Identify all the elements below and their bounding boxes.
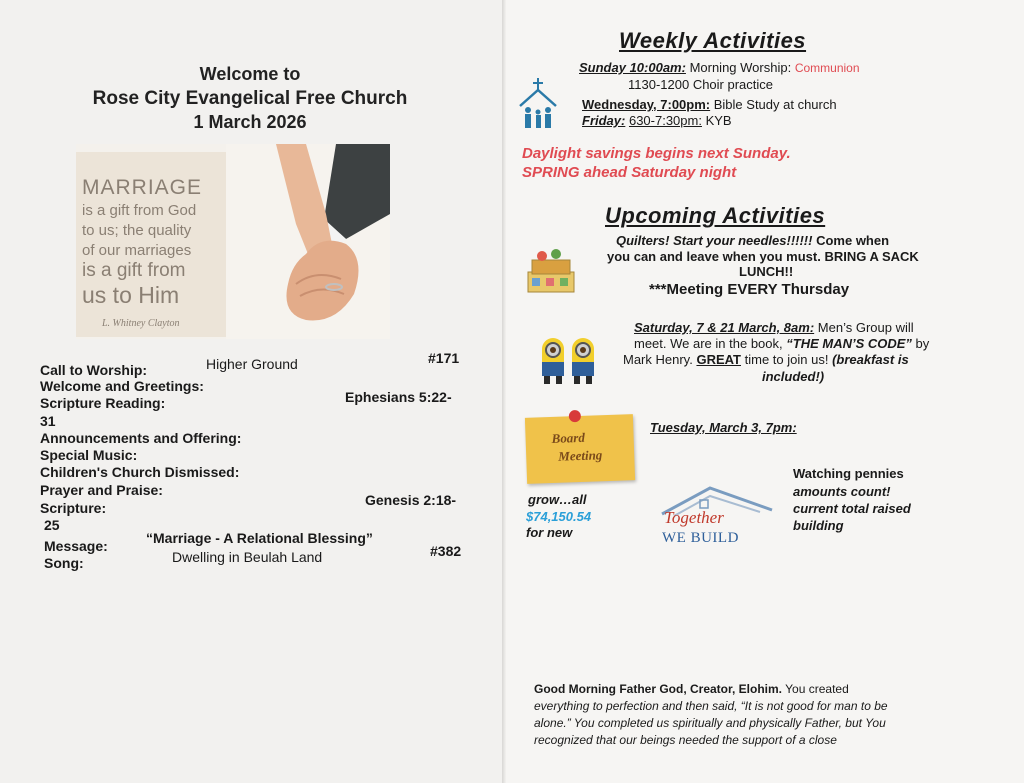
friday-time: 630-7:30pm: [628,113,702,128]
quote-line: MARRIAGE [82,176,203,199]
quote-line: is a gift from God [82,202,197,219]
marriage-image [76,144,390,339]
board-meeting-label: Tuesday, March 3, 7pm: [650,420,797,435]
prayer-praise-label: Prayer and Praise: [40,482,163,498]
wednesday-label: Wednesday, 7:00pm: [582,97,711,112]
scripture-ref-cont: 25 [44,517,60,533]
board-note-line2: Meeting [557,447,603,464]
scripture-reading-ref-cont: 31 [40,413,56,429]
call-to-worship-number: #171 [428,350,460,366]
quilt-cake-icon [522,242,580,300]
song-title: Dwelling in Beulah Land [172,549,323,565]
mens-text-2: meet. We are in the book, [634,336,783,351]
quilters-meeting: ***Meeting EVERY Thursday [649,281,850,298]
right-page [506,0,1024,783]
pennies-line2: amounts count! [793,484,891,499]
choir-practice: 1130-1200 Choir practice [628,77,774,92]
quote-signature: L. Whitney Clayton [102,318,180,329]
mens-group-label: Saturday, 7 & 21 March, 8am: [634,320,815,335]
quote-line: is a gift from [82,260,186,281]
communion-text: Communion [794,61,860,75]
announcements-label: Announcements and Offering: [40,430,242,446]
message-title: “Marriage - A Relational Blessing” [146,530,373,546]
quilters-text-2: you can and leave when you must. BRING A SACK [607,249,919,264]
scripture-ref: Genesis 2:18- [365,492,457,508]
call-to-worship-song: Higher Ground [206,356,298,372]
quilters-text-3: LUNCH!! [739,264,794,279]
mens-breakfast-cont: included!) [762,369,825,384]
mens-author: Mark Henry. [623,352,693,367]
prayer-text-2: everything to perfection and then said, “It is not good for man to be [534,699,888,713]
holding-hands-illustration [226,144,390,339]
mens-breakfast: (breakfast is [832,352,909,367]
mens-book-title: “THE MAN’S CODE” [786,336,912,351]
left-page [0,0,506,783]
upcoming-activities-heading: Upcoming Activities [605,203,826,228]
pin-icon [569,410,581,422]
quote-panel [76,152,226,337]
friday-label: Friday: [582,113,626,128]
message-label: Message: [44,538,108,554]
pennies-line4: building [793,518,844,533]
mens-text-1: Men’s Group will [817,320,914,335]
song-number: #382 [430,543,462,559]
board-meeting-note [525,414,635,484]
wednesday-text: Bible Study at church [713,97,837,112]
logo-text: WE BUILD [662,530,739,546]
sunday-label: Sunday 10:00am: [579,60,686,75]
board-note-line1: Board [551,429,586,446]
prayer-text-1: You created [785,682,849,696]
quote-line: of our marriages [82,242,192,259]
church-name: Rose City Evangelical Free Church [92,88,408,109]
friday-text: KYB [705,113,732,128]
scripture-label: Scripture: [40,500,107,516]
quilters-headline: Quilters! Start your needles!!!!!! [616,233,813,248]
mens-great: GREAT [696,352,741,367]
mens-text-4: time to join us! [744,352,829,367]
quote-line: to us; the quality [82,222,192,239]
pennies-line1: Watching pennies [793,466,904,481]
logo-script: Together [664,508,724,527]
prayer-text-4: recognized that our beings needed the support of a close [534,733,837,747]
weekly-activities-heading: Weekly Activities [619,28,807,53]
raised-amount: $74,150.54 [526,509,592,524]
prayer-opening: Good Morning Father God, Creator, Elohim. [534,682,783,696]
dst-notice-line1: Daylight savings begins next Sunday. [522,145,791,162]
dst-notice-line2: SPRING ahead Saturday night [522,164,737,181]
minions-icon [536,328,604,390]
service-date: 1 March 2026 [193,112,307,132]
grow-text: grow…all [528,492,587,507]
mens-text-by: by [915,336,930,351]
special-music-label: Special Music: [40,447,138,463]
song-label: Song: [44,555,84,571]
for-new-text: for new [526,525,573,540]
prayer-text-3: alone.” You completed us spiritually and physically Father, but You [534,716,886,730]
quilters-text-1: Come when [816,233,890,248]
quote-line: us to Him [82,282,180,308]
welcome-heading: Welcome to [199,64,301,84]
welcome-label: Welcome and Greetings: [40,378,204,394]
church-family-icon [516,76,560,132]
scripture-reading-ref: Ephesians 5:22- [345,389,452,405]
sunday-text: Morning Worship: [689,60,792,75]
childrens-church-label: Children's Church Dismissed: [40,464,240,480]
call-to-worship-label: Call to Worship: [40,362,148,378]
pennies-line3: current total raised [793,501,911,516]
scripture-reading-label: Scripture Reading: [40,395,166,411]
